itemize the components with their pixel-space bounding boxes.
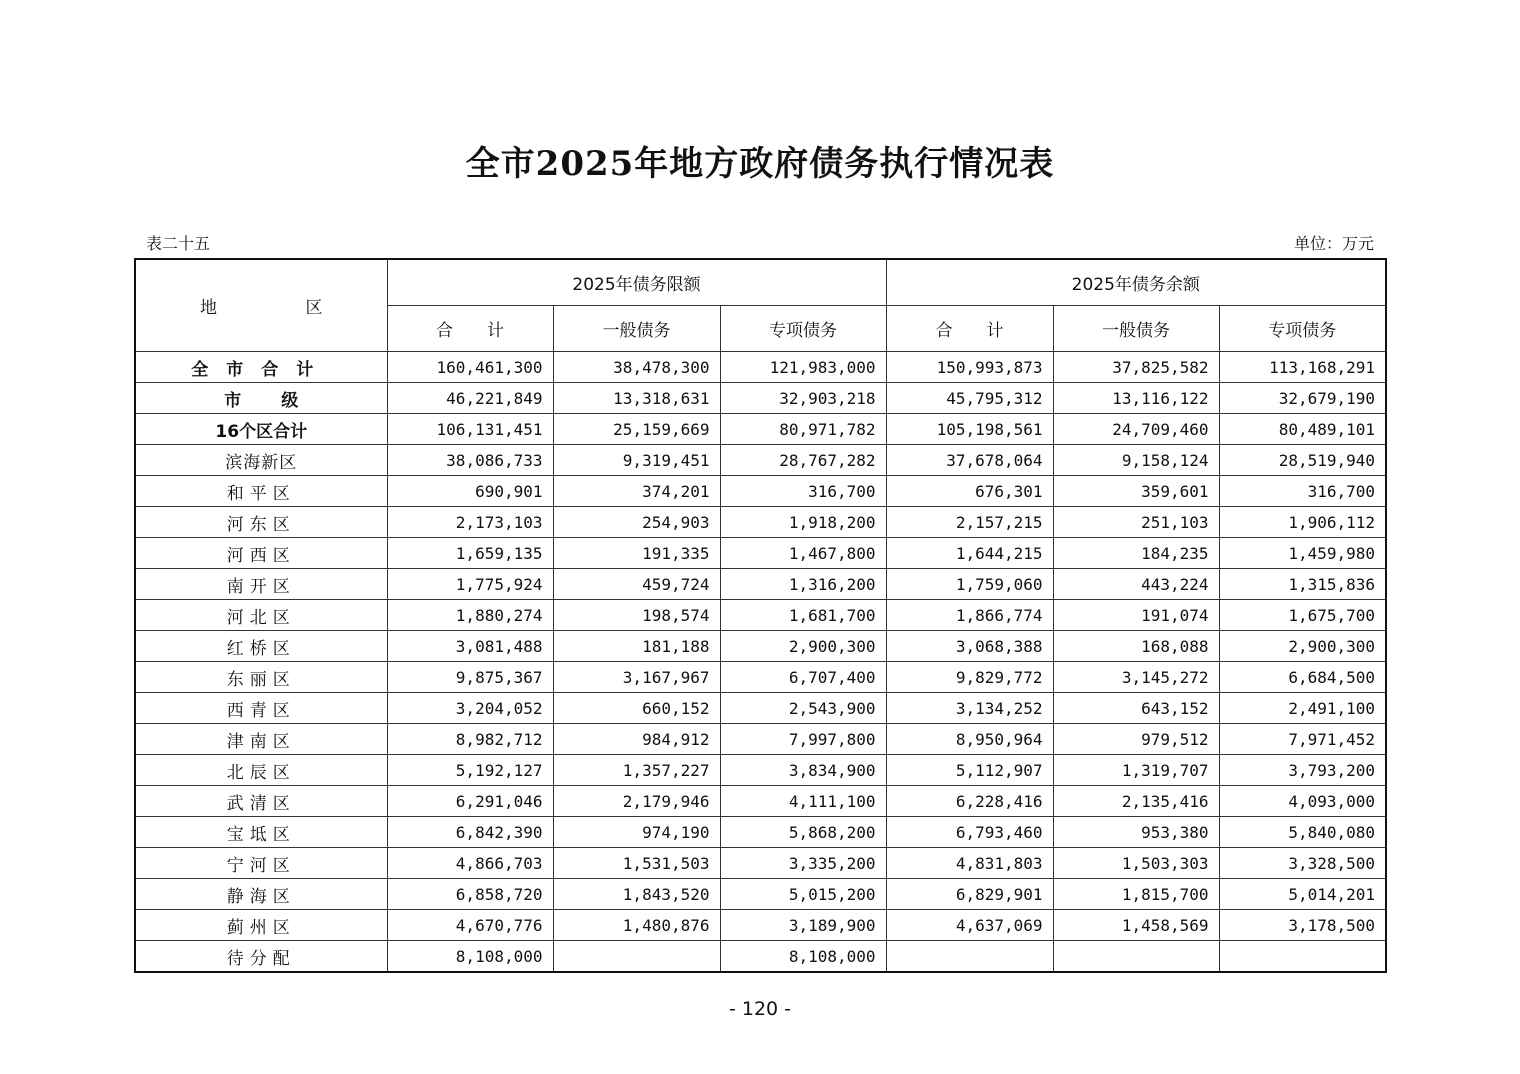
bal-total-cell: 8,950,964 xyxy=(886,724,1053,755)
limit-general-cell: 1,843,520 xyxy=(553,879,720,910)
balance-general-header: 一般债务 xyxy=(1053,306,1219,352)
limit-special-cell: 7,997,800 xyxy=(720,724,886,755)
bal-general-cell: 979,512 xyxy=(1053,724,1219,755)
bal-total-cell: 4,637,069 xyxy=(886,910,1053,941)
table-row xyxy=(135,755,1386,786)
bal-general-cell: 251,103 xyxy=(1053,507,1219,538)
table-row xyxy=(135,631,1386,662)
region-cell: 河西区 xyxy=(135,538,387,569)
bal-general-cell: 191,074 xyxy=(1053,600,1219,631)
limit-total-cell: 8,982,712 xyxy=(387,724,553,755)
limit-total-cell: 160,461,300 xyxy=(387,352,553,383)
bal-special-cell xyxy=(1219,941,1386,973)
limit-general-cell: 198,574 xyxy=(553,600,720,631)
region-cell: 红桥区 xyxy=(135,631,387,662)
bal-special-cell: 2,491,100 xyxy=(1219,693,1386,724)
region-cell: 市级 xyxy=(135,383,387,414)
bal-total-cell: 1,644,215 xyxy=(886,538,1053,569)
limit-general-cell: 2,179,946 xyxy=(553,786,720,817)
bal-general-cell: 168,088 xyxy=(1053,631,1219,662)
table-row xyxy=(135,879,1386,910)
limit-general-cell: 25,159,669 xyxy=(553,414,720,445)
limit-total-cell: 1,659,135 xyxy=(387,538,553,569)
bal-total-cell: 6,228,416 xyxy=(886,786,1053,817)
region-cell: 宝坻区 xyxy=(135,817,387,848)
bal-general-cell: 443,224 xyxy=(1053,569,1219,600)
region-cell: 河东区 xyxy=(135,507,387,538)
bal-total-cell: 45,795,312 xyxy=(886,383,1053,414)
limit-special-cell: 5,868,200 xyxy=(720,817,886,848)
limit-special-cell: 3,189,900 xyxy=(720,910,886,941)
region-cell: 西青区 xyxy=(135,693,387,724)
region-cell: 待分配 xyxy=(135,941,387,973)
bal-total-cell: 9,829,772 xyxy=(886,662,1053,693)
bal-total-cell: 105,198,561 xyxy=(886,414,1053,445)
table-row xyxy=(135,848,1386,879)
region-cell: 南开区 xyxy=(135,569,387,600)
table-row xyxy=(135,941,1386,973)
bal-total-cell: 676,301 xyxy=(886,476,1053,507)
limit-general-cell: 984,912 xyxy=(553,724,720,755)
limit-special-cell: 28,767,282 xyxy=(720,445,886,476)
limit-total-cell: 6,858,720 xyxy=(387,879,553,910)
region-cell: 武清区 xyxy=(135,786,387,817)
bal-special-cell: 5,014,201 xyxy=(1219,879,1386,910)
bal-special-cell: 1,315,836 xyxy=(1219,569,1386,600)
limit-special-cell: 3,834,900 xyxy=(720,755,886,786)
bal-total-cell: 5,112,907 xyxy=(886,755,1053,786)
limit-special-cell: 1,467,800 xyxy=(720,538,886,569)
page-number: - 120 - xyxy=(728,998,792,1020)
bal-general-cell: 9,158,124 xyxy=(1053,445,1219,476)
table-row xyxy=(135,383,1386,414)
balance-group-header: 2025年债务余额 xyxy=(886,259,1386,306)
limit-general-header: 一般债务 xyxy=(553,306,720,352)
bal-special-cell: 113,168,291 xyxy=(1219,352,1386,383)
table-row xyxy=(135,817,1386,848)
bal-total-cell: 6,829,901 xyxy=(886,879,1053,910)
bal-general-cell: 1,319,707 xyxy=(1053,755,1219,786)
limit-general-cell: 660,152 xyxy=(553,693,720,724)
table-row xyxy=(135,569,1386,600)
limit-special-cell: 2,900,300 xyxy=(720,631,886,662)
limit-special-cell: 1,918,200 xyxy=(720,507,886,538)
bal-general-cell: 643,152 xyxy=(1053,693,1219,724)
region-cell: 滨海新区 xyxy=(135,445,387,476)
bal-general-cell: 184,235 xyxy=(1053,538,1219,569)
table-row xyxy=(135,445,1386,476)
limit-total-cell: 1,775,924 xyxy=(387,569,553,600)
limit-special-cell: 6,707,400 xyxy=(720,662,886,693)
limit-total-cell: 38,086,733 xyxy=(387,445,553,476)
region-column-header xyxy=(135,259,387,352)
limit-general-cell: 1,480,876 xyxy=(553,910,720,941)
bal-general-cell: 13,116,122 xyxy=(1053,383,1219,414)
limit-group-header: 2025年债务限额 xyxy=(387,259,886,306)
limit-special-header: 专项债务 xyxy=(720,306,886,352)
bal-general-cell: 1,458,569 xyxy=(1053,910,1219,941)
bal-total-cell: 4,831,803 xyxy=(886,848,1053,879)
bal-general-cell xyxy=(1053,941,1219,973)
bal-total-cell xyxy=(886,941,1053,973)
limit-general-cell: 1,357,227 xyxy=(553,755,720,786)
bal-special-cell: 80,489,101 xyxy=(1219,414,1386,445)
region-header-char-1: 地 xyxy=(200,298,217,318)
limit-total-cell: 106,131,451 xyxy=(387,414,553,445)
limit-general-cell: 9,319,451 xyxy=(553,445,720,476)
limit-total-cell: 3,204,052 xyxy=(387,693,553,724)
limit-general-cell: 459,724 xyxy=(553,569,720,600)
limit-total-cell: 1,880,274 xyxy=(387,600,553,631)
bal-special-cell: 316,700 xyxy=(1219,476,1386,507)
table-row xyxy=(135,662,1386,693)
table-row xyxy=(135,910,1386,941)
page-title: 全市2025年地方政府债务执行情况表 xyxy=(465,144,1055,184)
limit-special-cell: 121,983,000 xyxy=(720,352,886,383)
region-cell: 津南区 xyxy=(135,724,387,755)
bal-special-cell: 3,328,500 xyxy=(1219,848,1386,879)
table-row xyxy=(135,600,1386,631)
limit-special-cell: 316,700 xyxy=(720,476,886,507)
bal-general-cell: 1,815,700 xyxy=(1053,879,1219,910)
region-cell: 蓟州区 xyxy=(135,910,387,941)
bal-special-cell: 6,684,500 xyxy=(1219,662,1386,693)
limit-special-cell: 4,111,100 xyxy=(720,786,886,817)
table-row xyxy=(135,414,1386,445)
region-cell: 静海区 xyxy=(135,879,387,910)
bal-total-cell: 1,866,774 xyxy=(886,600,1053,631)
bal-total-cell: 2,157,215 xyxy=(886,507,1053,538)
limit-total-cell: 8,108,000 xyxy=(387,941,553,973)
limit-general-cell: 181,188 xyxy=(553,631,720,662)
table-body xyxy=(135,352,1386,973)
table-row xyxy=(135,476,1386,507)
limit-special-cell: 8,108,000 xyxy=(720,941,886,973)
region-cell: 全市合计 xyxy=(135,352,387,383)
bal-special-cell: 32,679,190 xyxy=(1219,383,1386,414)
bal-total-cell: 3,068,388 xyxy=(886,631,1053,662)
bal-general-cell: 1,503,303 xyxy=(1053,848,1219,879)
limit-general-cell: 13,318,631 xyxy=(553,383,720,414)
bal-general-cell: 2,135,416 xyxy=(1053,786,1219,817)
balance-total-header: 合 计 xyxy=(886,306,1053,352)
limit-general-cell: 254,903 xyxy=(553,507,720,538)
bal-total-cell: 150,993,873 xyxy=(886,352,1053,383)
bal-general-cell: 359,601 xyxy=(1053,476,1219,507)
limit-general-cell: 3,167,967 xyxy=(553,662,720,693)
bal-special-cell: 3,178,500 xyxy=(1219,910,1386,941)
balance-special-header: 专项债务 xyxy=(1219,306,1386,352)
table-row xyxy=(135,538,1386,569)
bal-general-cell: 953,380 xyxy=(1053,817,1219,848)
table-row xyxy=(135,724,1386,755)
limit-total-cell: 690,901 xyxy=(387,476,553,507)
region-cell: 北辰区 xyxy=(135,755,387,786)
bal-total-cell: 3,134,252 xyxy=(886,693,1053,724)
unit-label: 单位：万元 xyxy=(1293,234,1374,253)
limit-total-cell: 4,866,703 xyxy=(387,848,553,879)
bal-general-cell: 37,825,582 xyxy=(1053,352,1219,383)
limit-special-cell: 1,316,200 xyxy=(720,569,886,600)
limit-general-cell: 191,335 xyxy=(553,538,720,569)
limit-special-cell: 3,335,200 xyxy=(720,848,886,879)
bal-special-cell: 1,906,112 xyxy=(1219,507,1386,538)
table-code: 表二十五 xyxy=(146,234,211,253)
bal-total-cell: 37,678,064 xyxy=(886,445,1053,476)
limit-special-cell: 2,543,900 xyxy=(720,693,886,724)
limit-total-cell: 9,875,367 xyxy=(387,662,553,693)
region-cell: 河北区 xyxy=(135,600,387,631)
limit-total-cell: 6,842,390 xyxy=(387,817,553,848)
bal-special-cell: 2,900,300 xyxy=(1219,631,1386,662)
table-row xyxy=(135,507,1386,538)
bal-special-cell: 3,793,200 xyxy=(1219,755,1386,786)
limit-total-cell: 46,221,849 xyxy=(387,383,553,414)
limit-special-cell: 32,903,218 xyxy=(720,383,886,414)
limit-total-cell: 3,081,488 xyxy=(387,631,553,662)
region-cell: 和平区 xyxy=(135,476,387,507)
limit-special-cell: 5,015,200 xyxy=(720,879,886,910)
limit-total-cell: 2,173,103 xyxy=(387,507,553,538)
table-row xyxy=(135,352,1386,383)
debt-table xyxy=(134,258,1387,973)
limit-total-cell: 6,291,046 xyxy=(387,786,553,817)
limit-general-cell: 38,478,300 xyxy=(553,352,720,383)
region-header-char-2: 区 xyxy=(305,298,323,318)
limit-total-cell: 5,192,127 xyxy=(387,755,553,786)
region-cell: 东丽区 xyxy=(135,662,387,693)
limit-special-cell: 1,681,700 xyxy=(720,600,886,631)
limit-general-cell: 374,201 xyxy=(553,476,720,507)
limit-general-cell: 1,531,503 xyxy=(553,848,720,879)
limit-total-header: 合 计 xyxy=(387,306,553,352)
table-row xyxy=(135,693,1386,724)
bal-total-cell: 6,793,460 xyxy=(886,817,1053,848)
bal-special-cell: 28,519,940 xyxy=(1219,445,1386,476)
limit-special-cell: 80,971,782 xyxy=(720,414,886,445)
bal-general-cell: 24,709,460 xyxy=(1053,414,1219,445)
bal-general-cell: 3,145,272 xyxy=(1053,662,1219,693)
region-cell: 宁河区 xyxy=(135,848,387,879)
limit-general-cell: 974,190 xyxy=(553,817,720,848)
bal-special-cell: 5,840,080 xyxy=(1219,817,1386,848)
bal-special-cell: 1,459,980 xyxy=(1219,538,1386,569)
bal-special-cell: 4,093,000 xyxy=(1219,786,1386,817)
table-row xyxy=(135,786,1386,817)
limit-total-cell: 4,670,776 xyxy=(387,910,553,941)
bal-special-cell: 7,971,452 xyxy=(1219,724,1386,755)
limit-general-cell xyxy=(553,941,720,973)
bal-special-cell: 1,675,700 xyxy=(1219,600,1386,631)
region-cell: 16个区合计 xyxy=(135,414,387,445)
bal-total-cell: 1,759,060 xyxy=(886,569,1053,600)
